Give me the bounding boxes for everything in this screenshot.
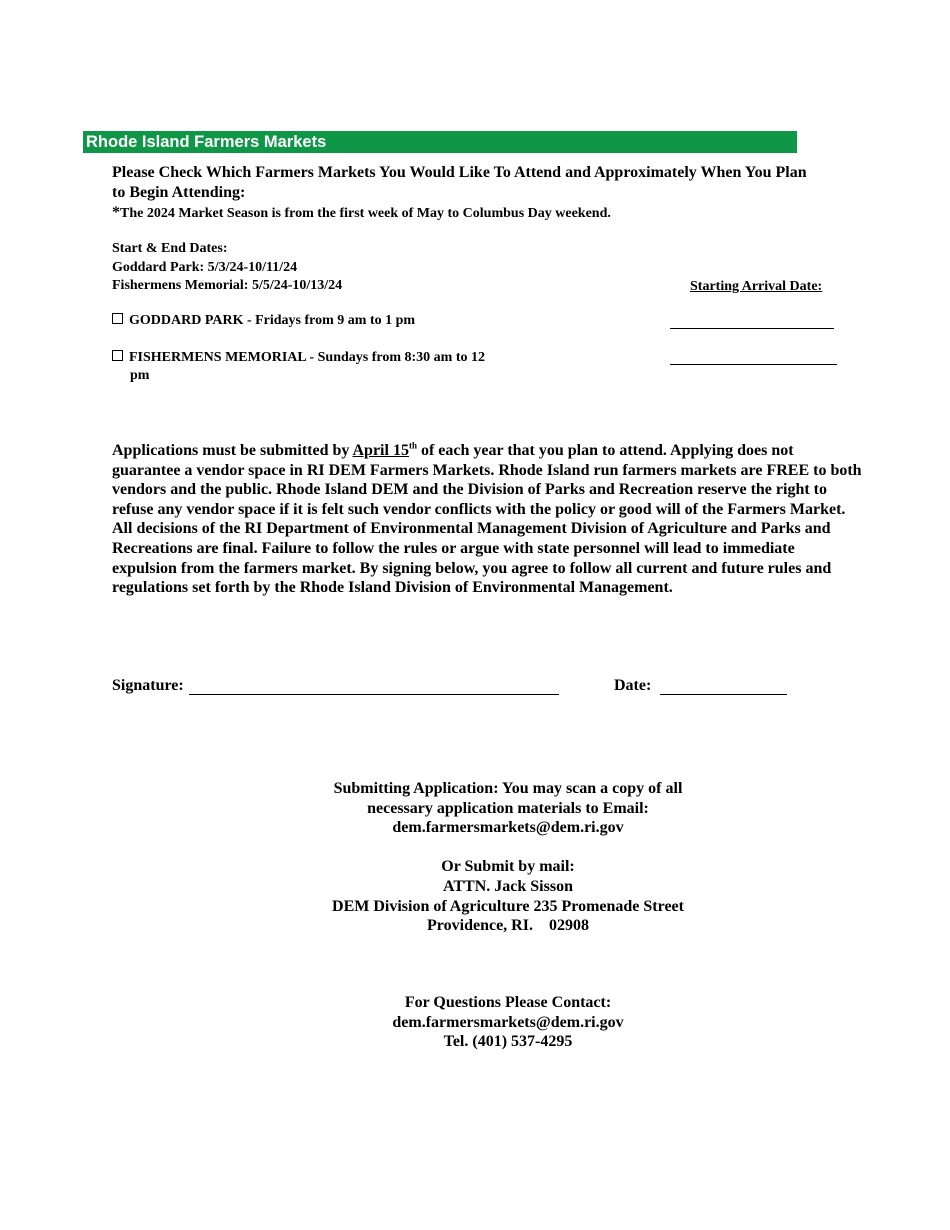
fishermens-memorial-checkbox[interactable] <box>112 350 123 361</box>
fishermens-memorial-label: FISHERMENS MEMORIAL - Sundays from 8:30 am to 12 <box>129 350 485 365</box>
contact-info <box>258 993 758 1052</box>
goddard-dates: Goddard Park: 5/3/24-10/11/24 <box>112 259 298 275</box>
date-field[interactable] <box>660 680 787 695</box>
goddard-park-option[interactable] <box>112 313 415 329</box>
mail-heading: Or Submit by mail: <box>441 858 575 876</box>
signature-field[interactable] <box>189 680 559 695</box>
section-header: Rhode Island Farmers Markets <box>83 131 797 153</box>
terms-deadline: April 15 <box>352 442 409 459</box>
signature-label: Signature: <box>112 677 184 694</box>
market-dates <box>112 240 342 296</box>
mail-attn: ATTN. Jack Sisson <box>443 877 573 895</box>
contact-email: dem.farmersmarkets@dem.ri.gov <box>392 1013 624 1031</box>
mail-address1: DEM Division of Agriculture 235 Promenade Street <box>332 897 684 915</box>
submit-line2: necessary application materials to Email: <box>367 799 649 817</box>
season-note-text: The 2024 Market Season is from the first week of May to Columbus Day weekend. <box>120 206 611 221</box>
goddard-park-label: GODDARD PARK - Fridays from 9 am to 1 pm <box>129 313 416 328</box>
submit-instructions <box>258 779 758 936</box>
submit-line1: Submitting Application: You may scan a copy of all <box>333 780 683 797</box>
terms-prefix: Applications must be submitted by <box>112 442 353 459</box>
terms-paragraph <box>112 441 862 598</box>
intro-heading: Please Check Which Farmers Markets You Would Like To Attend and Approximately When You Plan to Begin Attending: <box>112 164 807 201</box>
dates-label: Start & End Dates: <box>112 241 228 256</box>
terms-deadline-sup: th <box>408 440 417 451</box>
starting-arrival-date-header: Starting Arrival Date: <box>690 279 823 294</box>
season-note-asterisk: * <box>112 204 120 221</box>
fishermens-dates: Fishermens Memorial: 5/5/24-10/13/24 <box>112 278 343 293</box>
goddard-park-checkbox[interactable] <box>112 313 123 324</box>
submit-email: dem.farmersmarkets@dem.ri.gov <box>392 819 624 837</box>
fishermens-memorial-option[interactable] <box>112 349 532 385</box>
season-note <box>112 204 611 222</box>
fishermens-arrival-date-field[interactable] <box>670 352 837 365</box>
goddard-arrival-date-field[interactable] <box>670 316 834 329</box>
contact-phone: Tel. (401) 537-4295 <box>443 1033 573 1051</box>
terms-body: of each year that you plan to attend. Applying does not guarantee a vendor space in RI DEM Farmers Markets. Rhode Island run farmers markets are FREE to both vendors and the public. Rhode Island DEM and the Division of Parks and Recreation reserve the right to refuse any vendor space if it is felt such vendor conflicts with the policy or good will of the Farmers Market. All decisions of the RI Department of Environmental Management Division of Agriculture and Parks and Recreations are final. Failure to follow the rules or argue with state personnel will lead to immediate expulsion from the farmers market. By signing below, you agree to follow all current and future rules and regulations set forth by the Rhode Island Division of Environmental Management. <box>112 442 862 597</box>
contact-heading: For Questions Please Contact: <box>404 994 612 1011</box>
date-label: Date: <box>614 677 652 694</box>
fishermens-memorial-label-cont: pm <box>130 368 150 383</box>
mail-address2: Providence, RI. 02908 <box>427 917 589 935</box>
